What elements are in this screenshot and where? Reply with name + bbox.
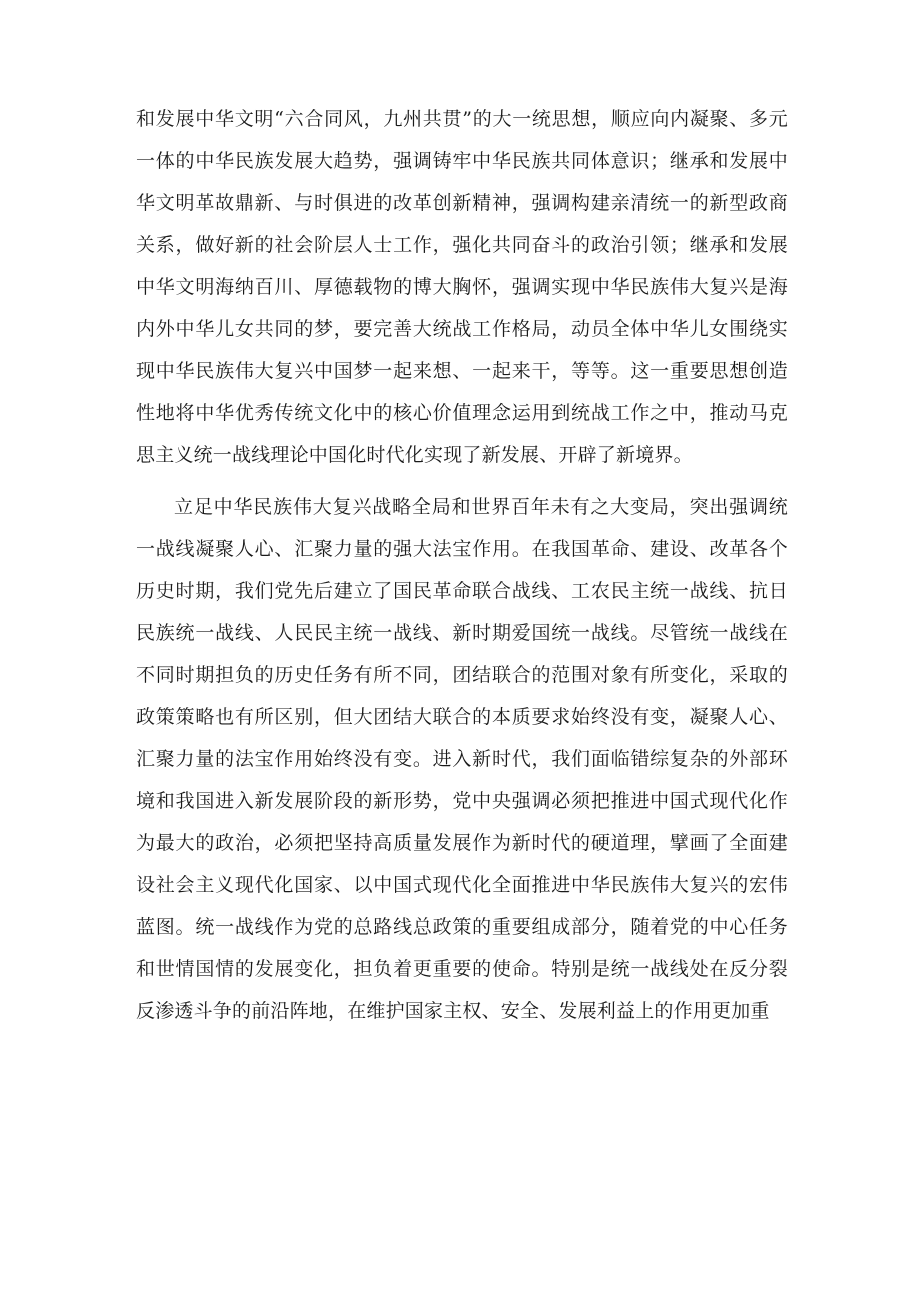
paragraph-continuation: 和发展中华文明“六合同风，九州共贯”的大一统思想，顺应向内凝聚、多元一体的中华民族发展大趋势，强调铸牢中华民族共同体意识；继承和发展中华文明革故鼎新、与时俱进的改革创新精神，强调构建亲清统一的新型政商关系，做好新的社会阶层人士工作，强化共同奋斗的政治引领；继承和发展中华文明海纳百川、厚德载物的博大胸怀，强调实现中华民族伟大复兴是海内外中华儿女共同的梦，要完善大统战工作格局，动员全体中华儿女围绕实现中华民族伟大复兴中国梦一起来想、一起来干，等等。这一重要思想创造性地将中华优秀传统文化中的核心价值理念运用到统战工作之中，推动马克思主义统一战线理论中国化时代化实现了新发展、开辟了新境界。 <box>136 108 788 466</box>
document-body <box>136 98 788 1032</box>
paragraph-united-front: 立足中华民族伟大复兴战略全局和世界百年未有之大变局，突出强调统一战线凝聚人心、汇聚力量的强大法宝作用。在我国革命、建设、改革各个历史时期，我们党先后建立了国民革命联合战线、工农民主统一战线、抗日民族统一战线、人民民主统一战线、新时期爱国统一战线。尽管统一战线在不同时期担负的历史任务有所不同，团结联合的范围对象有所变化，采取的政策策略也有所区别，但大团结大联合的本质要求始终没有变，凝聚人心、汇聚力量的法宝作用始终没有变。进入新时代，我们面临错综复杂的外部环境和我国进入新发展阶段的新形势，党中央强调必须把推进中国式现代化作为最大的政治，必须把坚持高质量发展作为新时代的硬道理，擘画了全面建设社会主义现代化国家、以中国式现代化全面推进中华民族伟大复兴的宏伟蓝图。统一战线作为党的总路线总政策的重要组成部分，随着党的中心任务和世情国情的发展变化，担负着更重要的使命。特别是统一战线处在反分裂反渗透斗争的前沿阵地，在维护国家主权、安全、发展利益上的作用更加重 <box>136 496 788 1022</box>
